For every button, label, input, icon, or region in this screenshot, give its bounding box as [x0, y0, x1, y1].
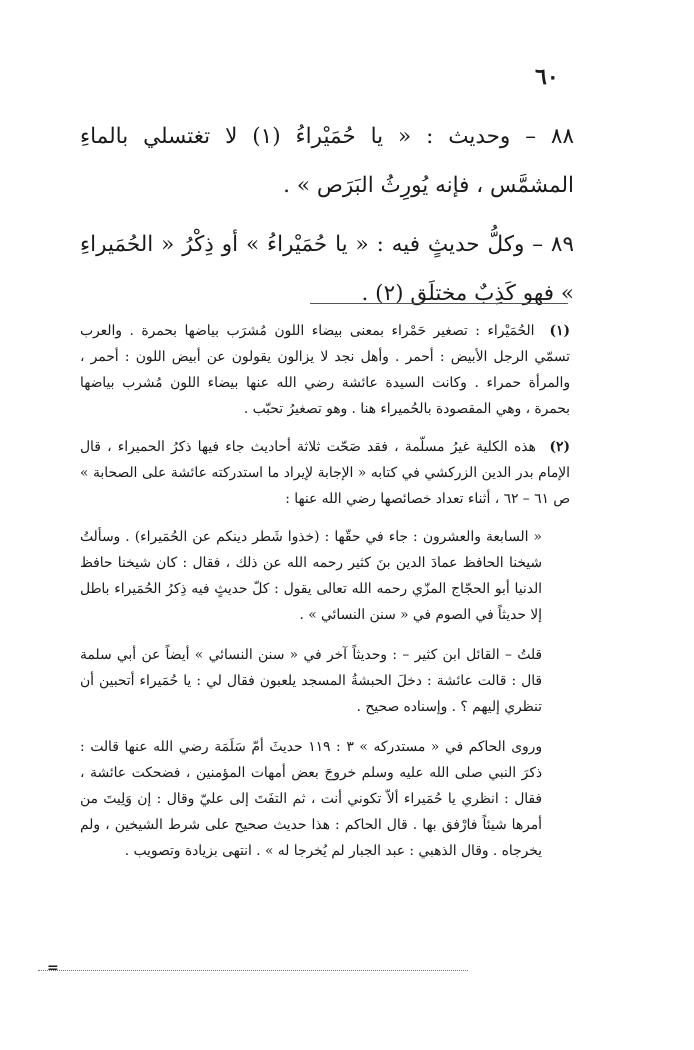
footnote-text: الحُمَيْراء : تصغير حَمْراء بمعنى بيضاء اللون مُشرَب بياضها بحمرة . والعرب تسمّي الرجل الأبيض : أحمر . وأهل نجد لا يزالون يقولون عن أبيض اللون : أحمر ، والمرأة حمراء . وكانت السيدة عائشة رضي الله عنها بيضاء اللون مُشرب بياضها بحمرة ، وهي المقصودة بالحُميراء هنا . وهو تصغيرُ تحبّب .: [80, 323, 570, 417]
continuation-dotted-line: [38, 970, 468, 971]
footnote-quote-paragraph: « السابعة والعشرون : جاء في حقّها : (خذوا شَطر دينكم عن الحُمَيراء) . وسألتُ شيخنا الحافظ عمادَ الدين بنَ كثير رحمه الله عن ذلك ، فقال : كان شيخنا حافظ الدنيا أبو الحجّاج المزّي رحمه الله تعالى يقول : كلّ حديثٍ فيه ذِكرُ الحُمَيراء باطل إلا حديثاً في الصوم في « سنن النسائي » .: [80, 529, 542, 623]
main-text: [80, 112, 574, 328]
footnote-1: [80, 318, 570, 422]
continuation-mark: =: [47, 960, 59, 976]
footnote-number: (١): [549, 323, 570, 339]
footnote-text: هذه الكلية غيرُ مسلّمة ، فقد صَحّت ثلاثة أحاديث جاء فيها ذكرُ الحميراء ، قال الإمام بدر الدين الزركشي في كتابه « الإجابة لإيراد ما استدركته عائشة على الصحابة » ص ٦١ – ٦٢ ، أثناء تعداد خصائصها رضي الله عنها :: [80, 439, 570, 507]
footnote-quote-paragraph: وروى الحاكم في « مستدركه » ٣ : ١١٩ حديثَ أمّ سَلَمَة رضي الله عنها قالت : ذكرَ النبي صلى الله عليه وسلم خروجَ بعض أمهات المؤمنين ، فضحكت عائشة ، فقال : انظري يا حُمَيراء ألاّ تكوني أنت ، ثم التفَتَ إلى عليّ وقال : إن وَلِيتَ من أمرها شيئاً فارْفق بها . قال الحاكم : هذا حديث صحيح على شرط الشيخين ، ولم يخرجاه . وقال الذهبي : عبد الجبار لم يُخرجا له » . انتهى بزيادة وتصويب .: [80, 739, 542, 859]
hadith-88: ٨٨ – وحديث : « يا حُمَيْراءُ (١) لا تغتسلي بالماءِ المشمَّس ، فإنه يُورِثُ البَرَص » .: [80, 124, 574, 198]
page-number: ٦٠: [535, 64, 559, 90]
hadith-89: ٨٩ – وكلُّ حديثٍ فيه : « يا حُمَيْراءُ » أو ذِكْرُ « الحُمَيراءِ » فهو كَذِبٌ مختلَق (٢) .: [80, 232, 574, 306]
footnotes: [80, 318, 570, 878]
footnote-2: [80, 434, 570, 512]
footnote-separator: [310, 303, 568, 304]
footnote-quote-paragraph: قلتُ – القائل ابن كثير – : وحديثاً آخر في « سنن النسائي » أيضاً عن أبي سلمة قال : قالت عائشة : دخلَ الحبشةُ المسجد يلعبون فقال لي : يا حُمَيراء أتحبين أن تنظري إليهم ؟ . وإسناده صحيح .: [80, 647, 542, 715]
footnote-number: (٢): [549, 439, 570, 455]
